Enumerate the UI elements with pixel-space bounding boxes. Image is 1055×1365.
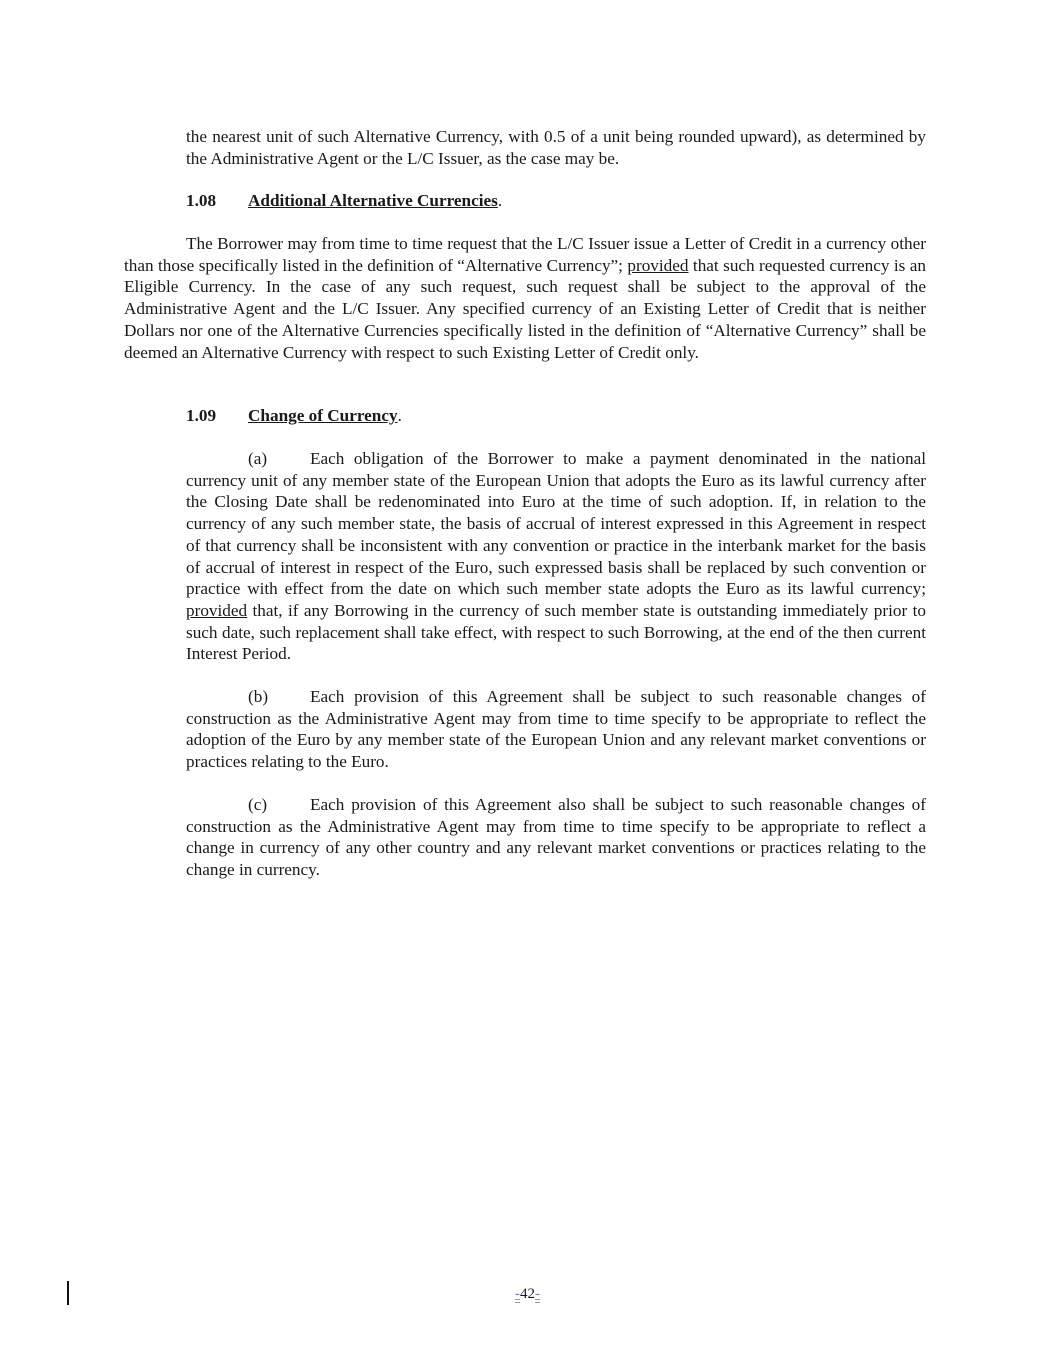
section-number: 1.08 [186, 191, 217, 210]
section-heading-1-09 [186, 405, 402, 427]
paragraph [186, 448, 926, 665]
page-footer [0, 1284, 1055, 1306]
text-run: Each obligation of the Borrower to make a payment denominated in the national currency unit of any member state of the European Union that adopts the Euro as its lawful currency after the Closing Date shall be redenominated into Euro at the time of such adoption. If, in relation to the currency of any such member state, the basis of accrual of interest expressed in this Agreement in respect of that currency shall be inconsistent with any convention or practice in the interbank market for the basis of accrual of interest in respect of the Euro, such expressed basis shall be replaced by such convention or practice with effect from the date on which such member state adopts the Euro as its lawful currency; [186, 449, 926, 599]
emphasis-provided: provided [627, 255, 689, 275]
section-title: Additional Alternative Currencies [248, 191, 498, 210]
section-title: Change of Currency [248, 406, 398, 425]
continuation-text: the nearest unit of such Alternative Currency, with 0.5 of a unit being rounded upward), as determined by the Administrative Agent or the L/C Issuer, as the case may be. [186, 127, 926, 168]
section-heading-1-08 [186, 190, 502, 212]
title-suffix: . [497, 191, 503, 210]
paragraph [186, 686, 926, 773]
page-number: 42 [520, 1286, 535, 1302]
section-1-08-body [124, 233, 926, 363]
continuation-paragraph [186, 126, 926, 169]
text-run: The Borrower may from time to time request that the L/C Issuer issue a Letter of Credit in a currency other than those specifically listed in the definition of “Alternative Currency”; [124, 234, 926, 275]
tracked-dash-right: - [535, 1286, 540, 1302]
emphasis-provided: provided [186, 600, 248, 620]
title-suffix: . [397, 406, 402, 425]
paragraph [124, 233, 926, 363]
paragraph [186, 794, 926, 881]
clause-a [186, 448, 926, 665]
clause-label: (a) [248, 449, 268, 468]
section-number: 1.09 [186, 406, 217, 425]
clause-label: (c) [248, 795, 268, 814]
clause-c [186, 794, 926, 881]
clause-b [186, 686, 926, 773]
text-run: that, if any Borrowing in the currency of such member state is outstanding immediately prior to such date, such replacement shall take effect, with respect to such Borrowing, at the end of the then current Interest Period. [186, 600, 926, 664]
clause-label: (b) [248, 687, 269, 706]
text-run: Each provision of this Agreement shall be subject to such reasonable changes of construction as the Administrative Agent may from time to time specify to be appropriate to reflect the adoption of the Euro by any member state of the European Union and any relevant market conventions or practices relating to the Euro. [186, 687, 926, 772]
text-run: that such requested currency is an Eligible Currency. In the case of any such request, such request shall be subject to the approval of the Administrative Agent and the L/C Issuer. Any specified currency of an Existing Letter of Credit that is neither Dollars nor one of the Alternative Currencies specifically listed in the definition of “Alternative Currency” shall be deemed an Alternative Currency with respect to such Existing Letter of Credit only. [124, 255, 926, 362]
tracked-dash-left: - [515, 1286, 520, 1302]
text-run: Each provision of this Agreement also shall be subject to such reasonable changes of construction as the Administrative Agent may from time to time specify to be appropriate to reflect a change in currency of any other country and any relevant market conventions or practices relating to the change in currency. [186, 795, 926, 880]
